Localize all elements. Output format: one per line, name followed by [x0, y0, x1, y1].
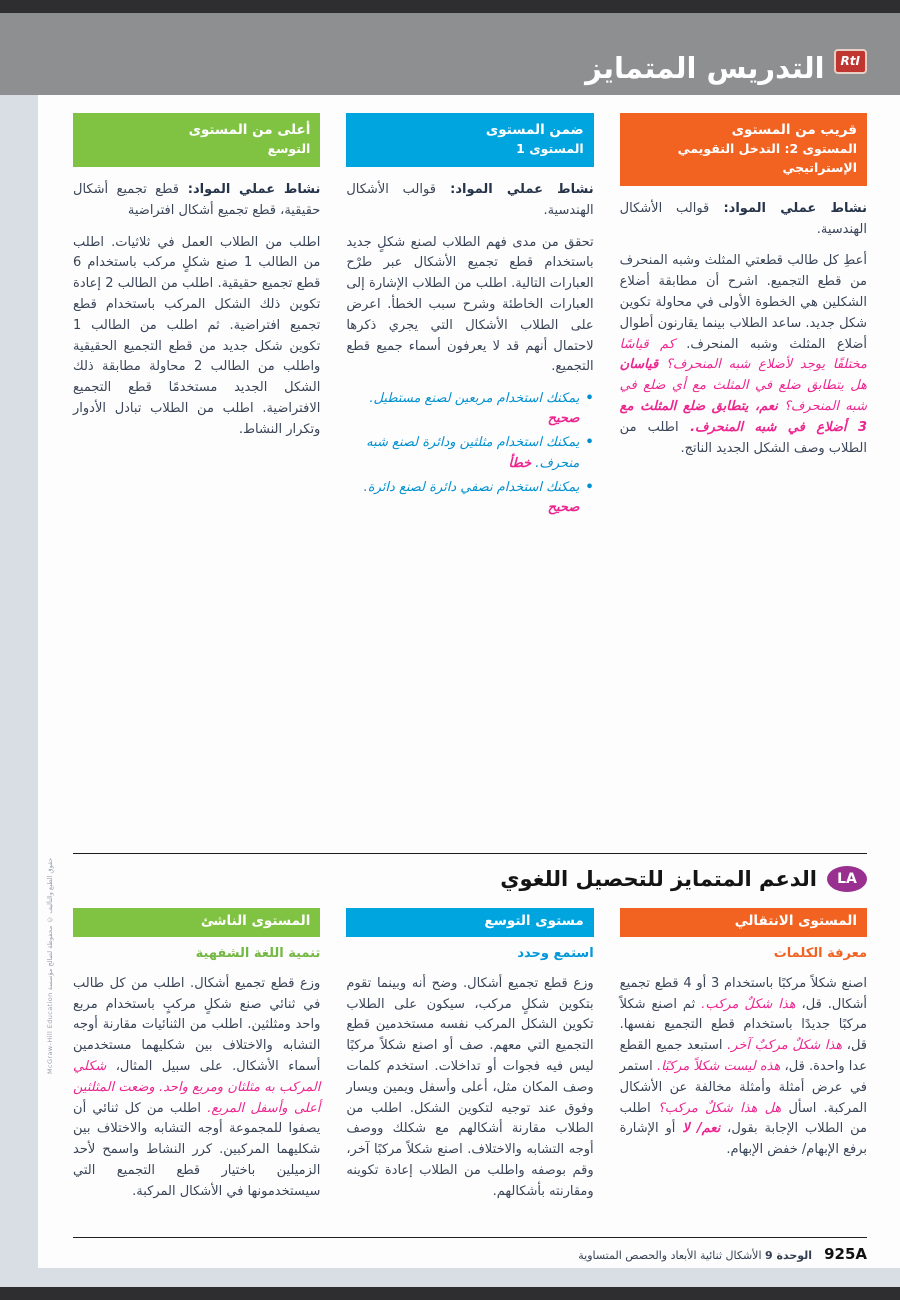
- bullet-item: [346, 478, 593, 518]
- bullet-list: [346, 389, 593, 518]
- top-trim-bar: [0, 0, 900, 13]
- column-header-on-level: [346, 113, 593, 167]
- body-paragraph: اطلب من الطلاب العمل في ثلاثيات. اطلب من الطالب 1 صنع شكلٍ مركب باستخدام 6 قطع تجميع حقيقية. اطلب من الطالب 2 إعادة تكوين ذلك الشكل المركب باستخدام قطع تجميع افتراضية. ثم اطلب من الطالب 1 تكوين شكل جديد من قطع التجميع الحقيقية واطلب من الطالب 2 محاولة مطابقة ذلك الشكل الجديد مستخدمًا قطع التجميع الافتراضية. اطلب من الطلاب تبادل الأدوار وتكرار النشاط.: [73, 234, 321, 437]
- unit-info: [578, 1249, 812, 1262]
- section-differentiated-instruction: [73, 113, 867, 522]
- la-badge: LA: [827, 866, 867, 892]
- vertical-copyright-text: حقوق الطبع والتأليف © محفوظة لصالح مؤسسة McGraw-Hill Education: [46, 858, 54, 1075]
- page-footer: [73, 1237, 867, 1263]
- level-bar-transitional: المستوى الانتقالي: [620, 908, 867, 937]
- column-body: [620, 974, 867, 1161]
- header-band: [0, 13, 900, 95]
- bullet-dot-icon: •: [585, 391, 594, 407]
- body-paragraph: اصنع شكلاً مركبًا باستخدام 3 أو 4 قطع تجميع أشكال. قل، هذا شكلٌ مركب. ثم اصنع شكلاً مركبًا جديدًا باستخدام قطع التجميع نفسها. قل، هذا شكلٌ مركبٌ آخر. استبعد جميع القطع عدا واحدة. قل، هذه ليست شكلاً مركبًا. استمر في عرض أمثلة وأمثلة مخالفة عن الأشكال المركبة. اسأل هل هذا شكلٌ مركب؟ اطلب من الطلاب الإجابة بقول، نعم/ لا أو الإشارة برفع الإبهام/ خفض الإبهام.: [619, 975, 868, 1158]
- bullet-dot-icon: •: [585, 479, 594, 495]
- rti-badge: RtI: [834, 49, 867, 74]
- column-beyond-level: [73, 113, 320, 522]
- column-body: [73, 974, 320, 1203]
- body-paragraph: تحقق من مدى فهم الطلاب لصنع شكلٍ جديد باستخدام قطع تجميع الأشكال عبر طرْح العبارات التالية. اطلب من الطلاب الإشارة إلى العبارات الخاطئة وشرح سبب الخطأ. اعرض على الطلاب الأشكال التي يجري ذكرها لاحتمال أنهم قد لا يعرفون أسماء جميع قطع التجميع.: [346, 234, 594, 375]
- section-divider-rule: [73, 853, 867, 854]
- bullet-item: [346, 389, 593, 429]
- level-bar-emerging: المستوى الناشئ: [73, 908, 320, 937]
- column-body: [346, 180, 593, 518]
- column-approaching-level: [620, 113, 867, 522]
- bottom-trim-bar: [0, 1287, 900, 1300]
- column-title: أعلى من المستوى: [188, 122, 311, 138]
- column-transitional-level: [620, 908, 867, 1214]
- section-title: الدعم المتمايز للتحصيل اللغوي: [500, 867, 817, 891]
- column-subtitle: المستوى 1: [516, 141, 584, 157]
- activity-lead: نشاط عملي المواد: قوالب الأشكال الهندسية.: [619, 200, 867, 237]
- column-title: ضمن المستوى: [485, 122, 584, 138]
- unit-title: الأشكال ثنائية الأبعاد والحصص المتساوية: [578, 1249, 762, 1262]
- level-bar-expanding: مستوى التوسع: [346, 908, 593, 937]
- body-paragraph: وزع قطع تجميع أشكال. اطلب من كل طالب في ثنائي صنع شكلٍ مركبٍ باستخدام مربع واحد ومثلثين. اطلب من الثنائيات مقارنة أوجه التشابه والاختلاف بين شكليهما مستخدمين أسماء الأشكال. على سبيل المثال، شكلي المركب به مثلثان ومربع واحد. وضعت المثلثين أعلى وأسفل المربع. اطلب من كل ثنائي أن يصفوا للمجموعة أوجه التشابه والاختلاف بين شكليهما المركبين. كرر النشاط واسمح لأحد الزميلين باختيار قطع التجميع التي سيستخدمونها في الأشكال المركبة.: [73, 975, 321, 1199]
- column-subtitle: التوسع: [267, 141, 311, 157]
- column-subtitle: المستوى 2: التدخل التقويمي الإستراتيجي: [677, 141, 857, 175]
- activity-lead: نشاط عملي المواد: قوالب الأشكال الهندسية.: [346, 182, 594, 218]
- column-body: [346, 974, 593, 1203]
- bullet-text: يمكنك استخدام مثلثين ودائرة لصنع شبه منحرف. خطأ: [366, 435, 580, 471]
- column-body: [73, 180, 320, 441]
- body-paragraph: وزع قطع تجميع أشكال. وضح أنه وبينما تقوم بتكوين شكلٍ مركب، سيكون على الطلاب تكوين الشكل المركب نفسه مستخدمين قطع التجميع التي معهم. صف أو اصنع شكلاً مركبًا ليس فيه فجوات أو تداخلات. استخدم كلمات وصف المكان مثل، أعلى وأسفل ويمين ويسار وفوق عند توجيه لتكوين الشكل. اطلب من الطلاب مقارنة أشكالهم مع شكلك ووصف أوجه التشابه والاختلاف. اصنع شكلاً مركبًا آخر، وقم بوصفه واطلب من الطلاب إعادة تكوينه ومقارنته بأشكالهم.: [346, 975, 594, 1199]
- bullet-text: يمكنك استخدام مربعين لصنع مستطيل. صحيح: [369, 391, 580, 427]
- column-header-approaching: [620, 113, 867, 186]
- section-language-support: [73, 853, 867, 1214]
- bullet-dot-icon: •: [585, 435, 594, 451]
- column-header-beyond: [73, 113, 320, 167]
- level-subtitle: استمع وحدد: [517, 945, 594, 961]
- activity-lead: نشاط عملي المواد: قطع تجميع أشكال حقيقية، قطع تجميع أشكال افتراضية: [73, 182, 321, 218]
- bullet-text: يمكنك استخدام نصفي دائرة لصنع دائرة. صحيح: [363, 479, 580, 515]
- page-number: 925A: [824, 1245, 867, 1263]
- page-title: التدريس المتمايز: [585, 51, 825, 85]
- column-on-level: [346, 113, 593, 522]
- column-title: قريب من المستوى: [731, 122, 857, 138]
- unit-label: الوحدة 9: [765, 1249, 813, 1262]
- body-paragraph: أعطِ كل طالب قطعتي المثلث وشبه المنحرف من قطع التجميع. اشرح أن مطابقة أضلاع الشكلين هي الخطوة الأولى في محاولة تكوين شكل جديد. ساعد الطلاب بينما يقارنون أطوال أضلاع المثلث وشبه المنحرف. كم قياسًا مختلفًا يوجد لأضلاع شبه المنحرف؟ قياسان هل يتطابق ضلع في المثلث مع أي ضلع في شبه المنحرف؟ نعم، يتطابق ضلع المثلث مع 3 أضلاع في شبه المنحرف. اطلب من الطلاب وصف الشكل الجديد الناتج.: [619, 253, 867, 456]
- bullet-item: [346, 433, 593, 473]
- level-subtitle: معرفة الكلمات: [773, 945, 867, 961]
- level-subtitle: تنمية اللغة الشفهية: [195, 945, 321, 961]
- column-body: [620, 199, 867, 460]
- section-title-row: [73, 866, 867, 892]
- column-emerging-level: [73, 908, 320, 1214]
- column-expanding-level: [346, 908, 593, 1214]
